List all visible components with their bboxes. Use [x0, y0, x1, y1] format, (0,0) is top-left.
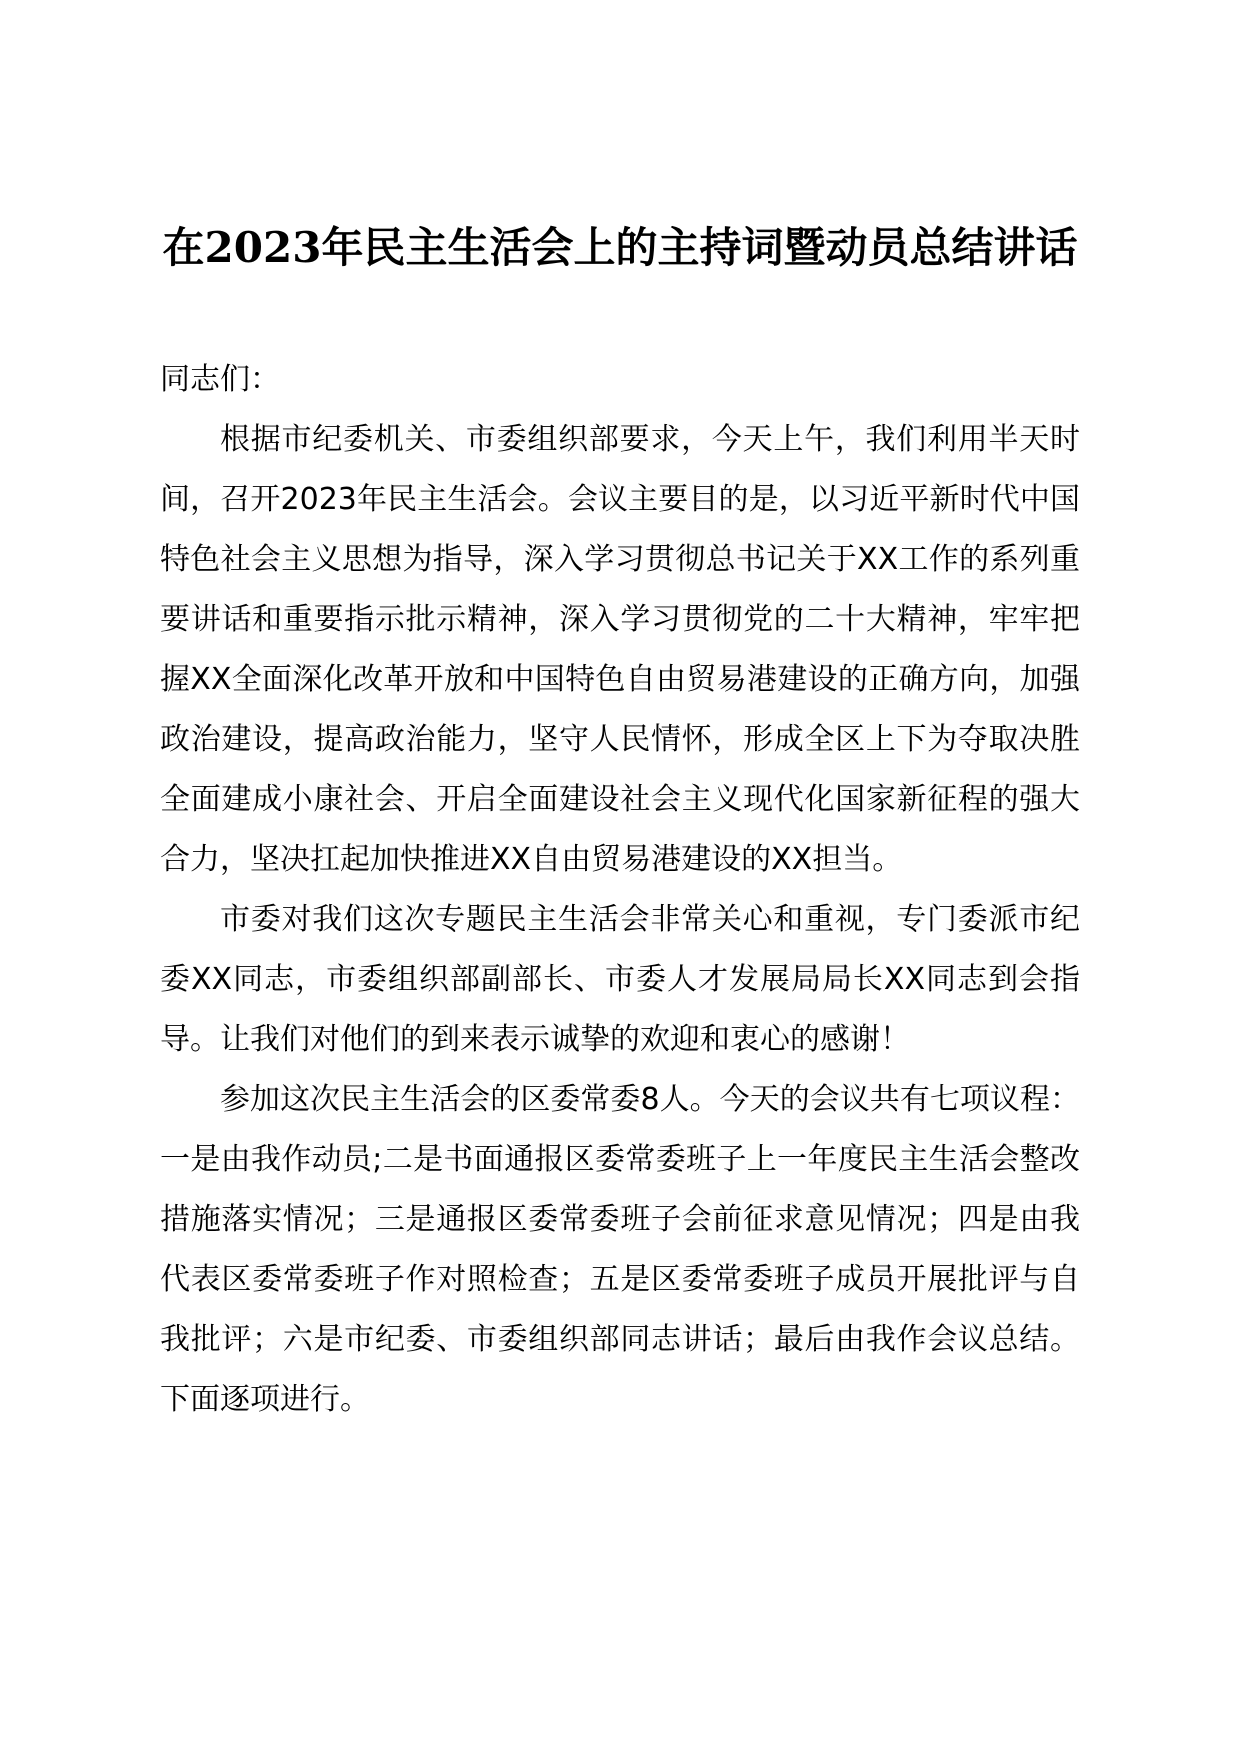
- document-title: 在2023年民主生活会上的主持词暨动员总结讲话: [162, 223, 1078, 272]
- salutation: 同志们：: [160, 362, 280, 397]
- paragraph-3: 参加这次民主生活会的区委常委8人。今天的会议共有七项议程：一是由我作动员;二是书面通报区委常委班子上一年度民主生活会整改措施落实情况；三是通报区委常委班子会前征求意见情况；四是由我代表区委常委班子作对照检查；五是区委常委班子成员开展批评与自我批评；六是市纪委、市委组织部同志讲话；最后由我作会议总结。下面逐项进行。: [160, 1082, 1080, 1417]
- paragraph-1: 根据市纪委机关、市委组织部要求，今天上午，我们利用半天时间，召开2023年民主生活会。会议主要目的是，以习近平新时代中国特色社会主义思想为指导，深入学习贯彻总书记关于XX工作的系列重要讲话和重要指示批示精神，深入学习贯彻党的二十大精神，牢牢把握XX全面深化改革开放和中国特色自由贸易港建设的正确方向，加强政治建设，提高政治能力，坚守人民情怀，形成全区上下为夺取决胜全面建成小康社会、开启全面建设社会主义现代化国家新征程的强大合力，坚决扛起加快推进XX自由贸易港建设的XX担当。: [160, 422, 1080, 877]
- paragraph-2: 市委对我们这次专题民主生活会非常关心和重视，专门委派市纪委XX同志，市委组织部副部长、市委人才发展局局长XX同志到会指导。让我们对他们的到来表示诚挚的欢迎和衷心的感谢！: [160, 902, 1080, 1057]
- document-body: [160, 350, 1080, 1430]
